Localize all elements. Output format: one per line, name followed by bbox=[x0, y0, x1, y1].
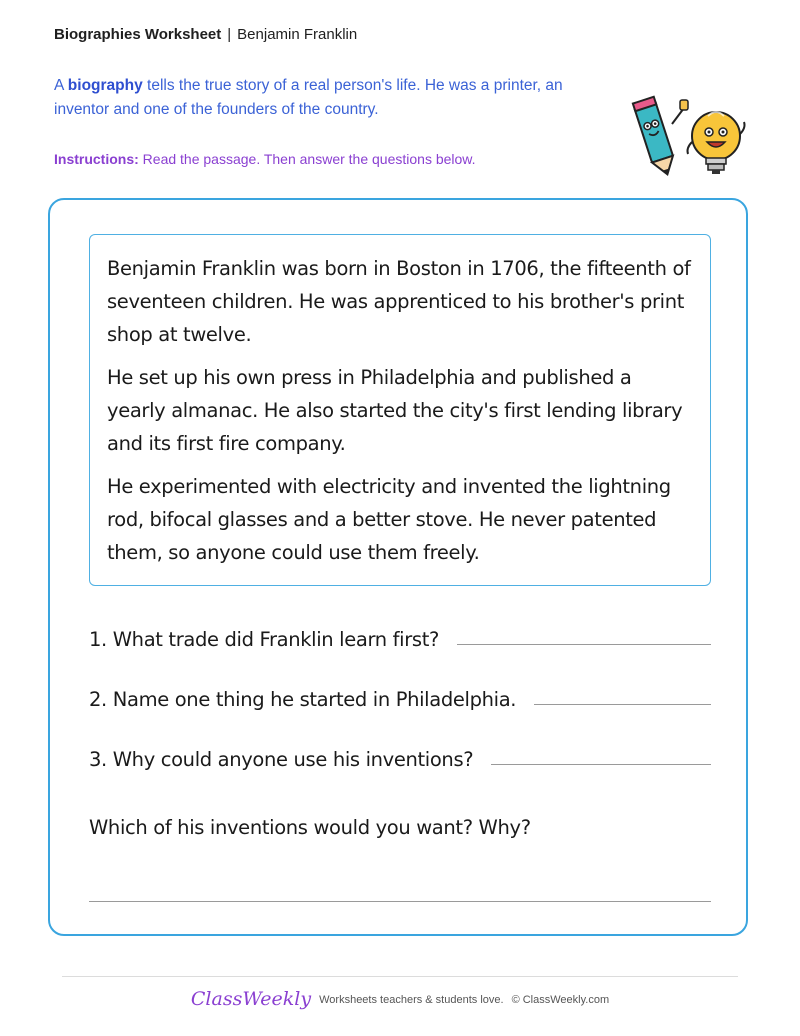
footer bbox=[0, 988, 800, 1010]
question-text: 3. Why could anyone use his inventions? bbox=[89, 748, 474, 771]
footer-tagline: Worksheets teachers & students love. bbox=[319, 994, 504, 1006]
worksheet-subject: Benjamin Franklin bbox=[237, 26, 358, 43]
brand-logo: ClassWeekly bbox=[190, 988, 312, 1010]
pencil-character-icon bbox=[633, 97, 688, 178]
question-text: 1. What trade did Franklin learn first? bbox=[89, 628, 440, 651]
worksheet-title: Biographies Worksheet bbox=[54, 26, 222, 43]
passage-paragraph: Benjamin Franklin was born in Boston in 1706, the fifteenth of seventeen children. He was apprenticed to his brother's print shop at twelve. bbox=[107, 257, 691, 346]
answer-line[interactable] bbox=[457, 644, 711, 645]
question-2 bbox=[89, 688, 711, 711]
intro-keyword: biography bbox=[67, 77, 143, 94]
intro-rest: tells the true story of a real person's life. He was a printer, an inventor and one of the founders of the country. bbox=[54, 77, 563, 118]
instructions bbox=[54, 151, 476, 167]
lightbulb-character-icon bbox=[688, 112, 745, 174]
passage-paragraph: He set up his own press in Philadelphia and published a yearly almanac. He also started the city's first lending library and its first fire company. bbox=[107, 366, 683, 455]
instructions-text: Read the passage. Then answer the questions below. bbox=[142, 151, 476, 167]
footer-copyright: © ClassWeekly.com bbox=[511, 994, 610, 1006]
clipart bbox=[628, 94, 748, 180]
intro-prefix: A bbox=[54, 77, 64, 94]
question-3 bbox=[89, 748, 711, 771]
worksheet-header bbox=[54, 26, 357, 43]
header-separator: | bbox=[227, 26, 232, 43]
question-1 bbox=[89, 628, 711, 651]
answer-line[interactable] bbox=[534, 704, 711, 705]
open-answer-line[interactable] bbox=[89, 901, 711, 902]
instructions-label: Instructions: bbox=[54, 151, 139, 167]
footer-divider bbox=[62, 976, 738, 977]
reading-passage bbox=[89, 234, 711, 586]
open-question: Which of his inventions would you want? Why? bbox=[89, 816, 531, 839]
intro-text bbox=[54, 74, 614, 122]
answer-line[interactable] bbox=[491, 764, 711, 765]
question-text: 2. Name one thing he started in Philadelphia. bbox=[89, 688, 517, 711]
passage-paragraph: He experimented with electricity and invented the lightning rod, bifocal glasses and a better stove. He never patented them, so anyone could use them freely. bbox=[107, 475, 671, 564]
